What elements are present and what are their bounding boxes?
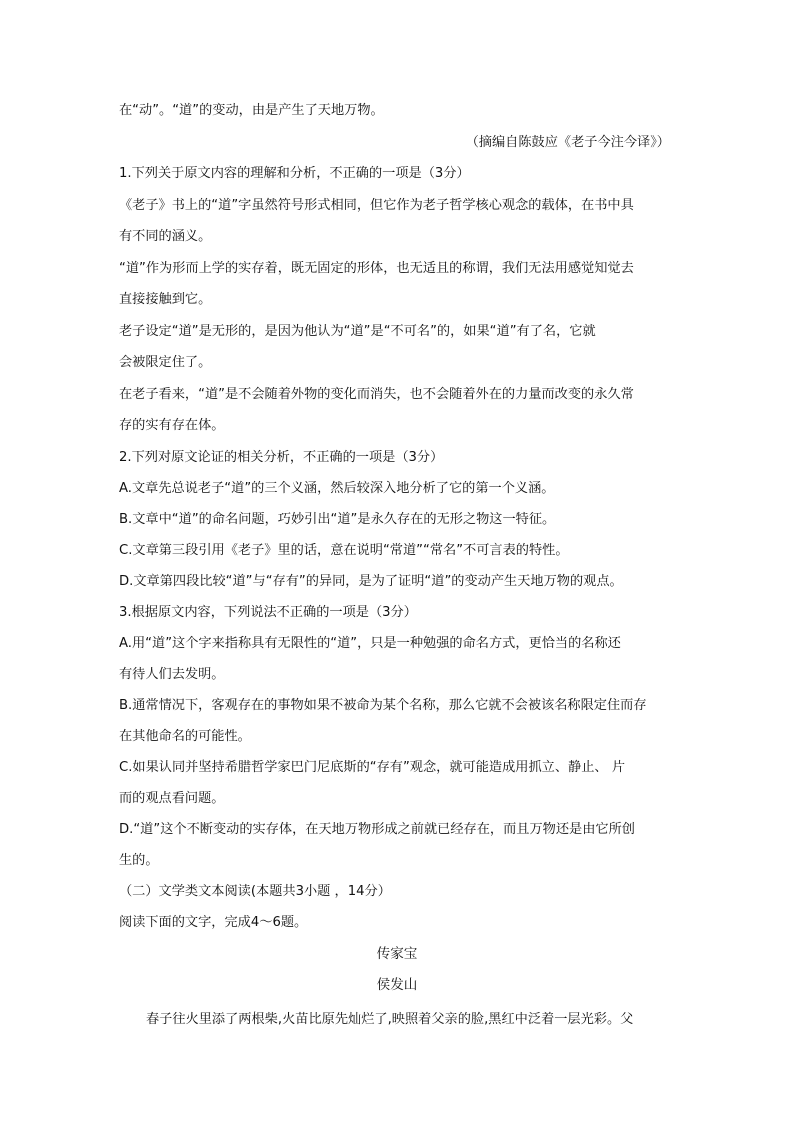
question-2-option-c: C.文章第三段引用《老子》里的话，意在说明“常道”“常名”不可言表的特性。 [119, 543, 569, 558]
story-paragraph: 春子往火里添了两根柴,火苗比原先灿烂了,映照着父亲的脸,黑红中泛着一层光彩。父 [146, 1012, 634, 1027]
question-1-option-a-cont: 有不同的涵义。 [119, 229, 212, 244]
reading-instruction: 阅读下面的文字，完成4～6题。 [119, 915, 308, 930]
story-author: 侯发山 [376, 977, 418, 993]
question-1-option-b: “道”作为形而上学的实存着，既无固定的形体，也无适且的称谓，我们无法用感觉知觉去 [119, 261, 634, 276]
question-3-option-d: D.“道”这个不断变动的实存体，在天地万物形成之前就已经存在，而且万物还是由它所创 [119, 822, 635, 837]
question-3-option-b-cont: 在其他命名的可能性。 [119, 729, 251, 744]
question-1-option-b-cont: 直接接触到它。 [119, 292, 212, 307]
text-line: 在“动”。“道”的变动，由是产生了天地万物。 [119, 103, 384, 118]
question-3-option-a-cont: 有待人们去发明。 [119, 667, 225, 682]
question-1-option-a: 《老子》书上的“道”字虽然符号形式相同，但它作为老子哲学核心观念的载体，在书中具 [119, 198, 634, 213]
question-1-option-c: 老子设定“道”是无形的，是因为他认为“道”是“不可名”的，如果“道”有了名，它就 [119, 324, 596, 339]
question-1-stem: 1.下列关于原文内容的理解和分析，不正确的一项是（3分） [119, 166, 470, 181]
question-2-option-d: D.文章第四段比较“道”与“存有”的异同，是为了证明“道”的变动产生天地万物的观点。 [119, 574, 623, 589]
source-citation: （摘编自陈鼓应《老子今注今译》） [465, 135, 670, 150]
section-heading: （二）文学类文本阅读(本题共3小题 ，14分） [119, 884, 391, 899]
question-3-option-c-cont: 而的观点看问题。 [119, 791, 225, 806]
question-3-option-a: A.用“道”这个字来指称具有无限性的“道”，只是一种勉强的命名方式，更恰当的名称还 [119, 636, 621, 651]
question-3-option-c: C.如果认同并坚持希腊哲学家巴门尼底斯的“存有”观念，就可能造成用抓立、静止、 片 [119, 760, 626, 775]
question-2-option-a: A.文章先总说老子“道”的三个义涵，然后较深入地分析了它的第一个义涵。 [119, 481, 555, 496]
story-title: 传家宝 [376, 946, 418, 962]
question-1-option-d-cont: 存的实有存在体。 [119, 418, 225, 433]
question-2-stem: 2.下列对原文论证的相关分析，不正确的一项是（3分） [119, 450, 444, 465]
question-3-stem: 3.根据原文内容，下列说法不正确的一项是（3分） [119, 605, 417, 620]
question-3-option-b: B.通常情况下，客观存在的事物如果不被命为某个名称，那么它就不会被该名称限定住而存 [119, 698, 647, 713]
question-1-option-c-cont: 会被限定住了。 [119, 355, 212, 370]
question-3-option-d-cont: 生的。 [119, 853, 159, 868]
question-2-option-b: B.文章中“道”的命名问题，巧妙引出“道”是永久存在的无形之物这一特征。 [119, 512, 556, 527]
question-1-option-d: 在老子看来，“道”是不会随着外物的变化而消失，也不会随着外在的力量而改变的永久常 [119, 387, 634, 402]
